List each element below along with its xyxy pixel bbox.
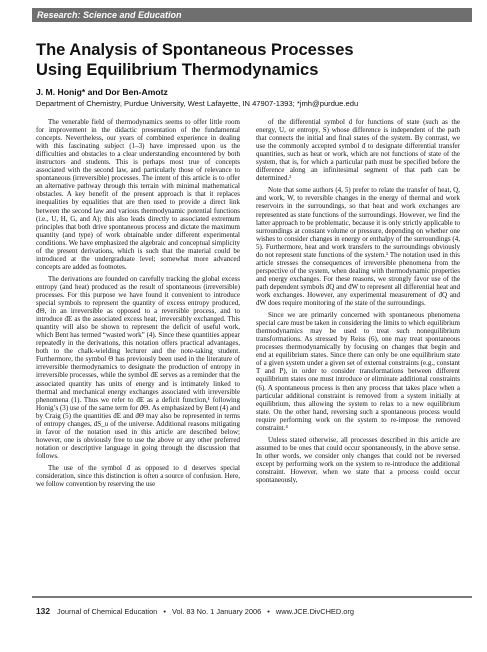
journal-url[interactable]: www.JCE.DivCHED.org bbox=[275, 607, 354, 616]
article-affiliation: Department of Chemistry, Purdue University, West Lafayette, IN 47907-1393; *jmh@purdue.edu bbox=[36, 99, 359, 108]
body-paragraph: Since we are primarily concerned with spontaneous phenomena special care must be taken in considering the limits to which equilibrium thermodynamics may be used to treat such nonequilibrium transformations. As stressed by Reiss (6), one may treat spontaneous processes thermodynamically by focusing on changes that begin and end at equilibrium states. Since there can only be one equilibrium state of a given system under a given set of external constraints (e.g., constant T and P), in order to consider transformations between different equilibrium states one must introduce or eliminate additional constraints (6). A spontaneous process is then any process that takes place when a particular additional constraint is removed from a system initially at equilibrium, thus allowing the system to relax to a new equilibrium state. On the other hand, reversing such a spontaneous process would require performing work on the system to re-impose the removed constraint.⁴ bbox=[256, 311, 460, 432]
body-paragraph: Note that some authors (4, 5) prefer to relate the transfer of heat, Q, and work, W, to reversible changes in the energy of thermal and work reservoirs in the surroundings, so that heat and work exchanges are represented as state functions of the surroundings. However, we find the latter approach to be problematic, because it is only strictly applicable to surroundings at constant volume or pressure, depending on whether one wishes to consider changes in energy or enthalpy of the surroundings (4, 5). Furthermore, heat and work transfers to the surroundings obviously do not represent state functions of the system.³ The notation used in this article stresses the consequences of irreversible phenomena from the perspective of the system, when dealing with thermodynamic properties and energy exchanges. For these reasons, we strongly favor use of the path dependent symbols đQ and đW to represent all differential heat and work exchanges. However, any experimental measurement of đQ and đW does require monitoring of the state of the surroundings. bbox=[256, 186, 460, 308]
body-paragraph: The derivations are founded on carefully tracking the global excess entropy (and heat) produced as the result of spontaneous (irreversible) processes. For this purpose we have found it convenient to introduce special symbols to represent the quantity of excess entropy produced, đΘ, in an irreversible as opposed to a reversible process, and to introduce đE as the associated excess heat, irreversibly exchanged. This quantity will also be shown to represent the deficit of useful work, which Bent has termed “wasted work” (4). Since these quantities appear repeatedly in the derivations, this notation offers practical advantages, both to the chalk-wielding lecturer and the note-taking student. Furthermore, the symbol Θ has previously been used in the literature of irreversible thermodynamics to designate the production of entropy in irreversible processes, while the symbol đE serves as a reminder that the associated quantity has units of energy and is intimately linked to thermal and mechanical energy exchanges associated with irreversible phenomena (1). Thus we refer to đE as a deficit function,¹ following Honig’s (3) use of the same term for đΘ. As emphasized by Bent (4) and by Craig (5) the quantities đE and đΘ may also be represented in terms of entropy changes, dS_u of the universe. Additional reasons mitigating in favor of the notation used in this article are described below; however, one is obviously free to use the above or any other preferred notation or descriptive language in going through the discussion that follows. bbox=[36, 274, 240, 460]
body-paragraph: Unless stated otherwise, all processes described in this article are assumed to be ones that could occur spontaneously, in the above sense. In other words, we consider only changes that could not be reversed except by performing work on the system to re-introduce the additional constraint. However, when we state that a process could occur spontaneously, bbox=[256, 435, 460, 485]
section-header-label: Research: Science and Education bbox=[37, 10, 182, 20]
left-column bbox=[36, 118, 240, 590]
article-title-line-2: Using Equilibrium Thermodynamics bbox=[36, 61, 319, 79]
page-footer bbox=[36, 606, 474, 616]
body-paragraph: The venerable field of thermodynamics seems to offer little room for improvement in the didactic presentation of the fundamental concepts. Nevertheless, our years of combined experience in dealing with this fascinating subject (1–3) have impressed upon us the difficulties and obstacles to a clear understanding encountered by both instructors and students. This is perhaps most true of concepts associated with the second law, and particularly those of relevance to spontaneous (irreversible) processes. The intent of this article is to offer an alternative pathway through this terrain with minimal mathematical obstacles. A key benefit of the present approach is that it replaces inequalities by equalities that are then used to provide a direct link between the second law and various thermodynamic potential functions (i.e., U, H, G, and A); this also leads directly to associated extremum principles that both drive spontaneous process and dictate the maximum quantity (and type) of work obtainable under different experimental conditions. We have emphasized the algebraic and conceptual simplicity of the present derivations, which is such that the material could be introduced at the undergraduate level; somewhat more advanced concepts are added as footnotes. bbox=[36, 118, 240, 271]
article-title bbox=[36, 40, 456, 80]
section-header bbox=[32, 8, 472, 22]
footer-rule bbox=[32, 596, 472, 598]
page-number: 132 bbox=[36, 606, 50, 616]
article-title-line-1: The Analysis of Spontaneous Processes bbox=[36, 41, 354, 59]
body-paragraph: The use of the symbol đ as opposed to d deserves special consideration, since this distinction is often a source of confusion. Here, we follow convention by reserving the use bbox=[36, 463, 240, 489]
volume-issue: Vol. 83 No. 1 January 2006 bbox=[172, 607, 262, 616]
journal-name: Journal of Chemical Education bbox=[57, 607, 158, 616]
article-authors: J. M. Honig* and Dor Ben-Amotz bbox=[36, 87, 168, 97]
right-column bbox=[256, 118, 460, 590]
footer-bullet: • bbox=[163, 607, 166, 616]
footer-bullet: • bbox=[267, 607, 270, 616]
body-paragraph: of the differential symbol d for functions of state (such as the energy, U, or entropy, S) whose difference is independent of the path that connects the initial and final states of the system. By contrast, we use the commonly accepted symbol đ to designate differential transfer quantities, such as heat or work, which are not functions of state of the system, that is, for which a particular path must be specified before the difference along an infinitesimal segment of that path can be determined.² bbox=[256, 118, 460, 183]
